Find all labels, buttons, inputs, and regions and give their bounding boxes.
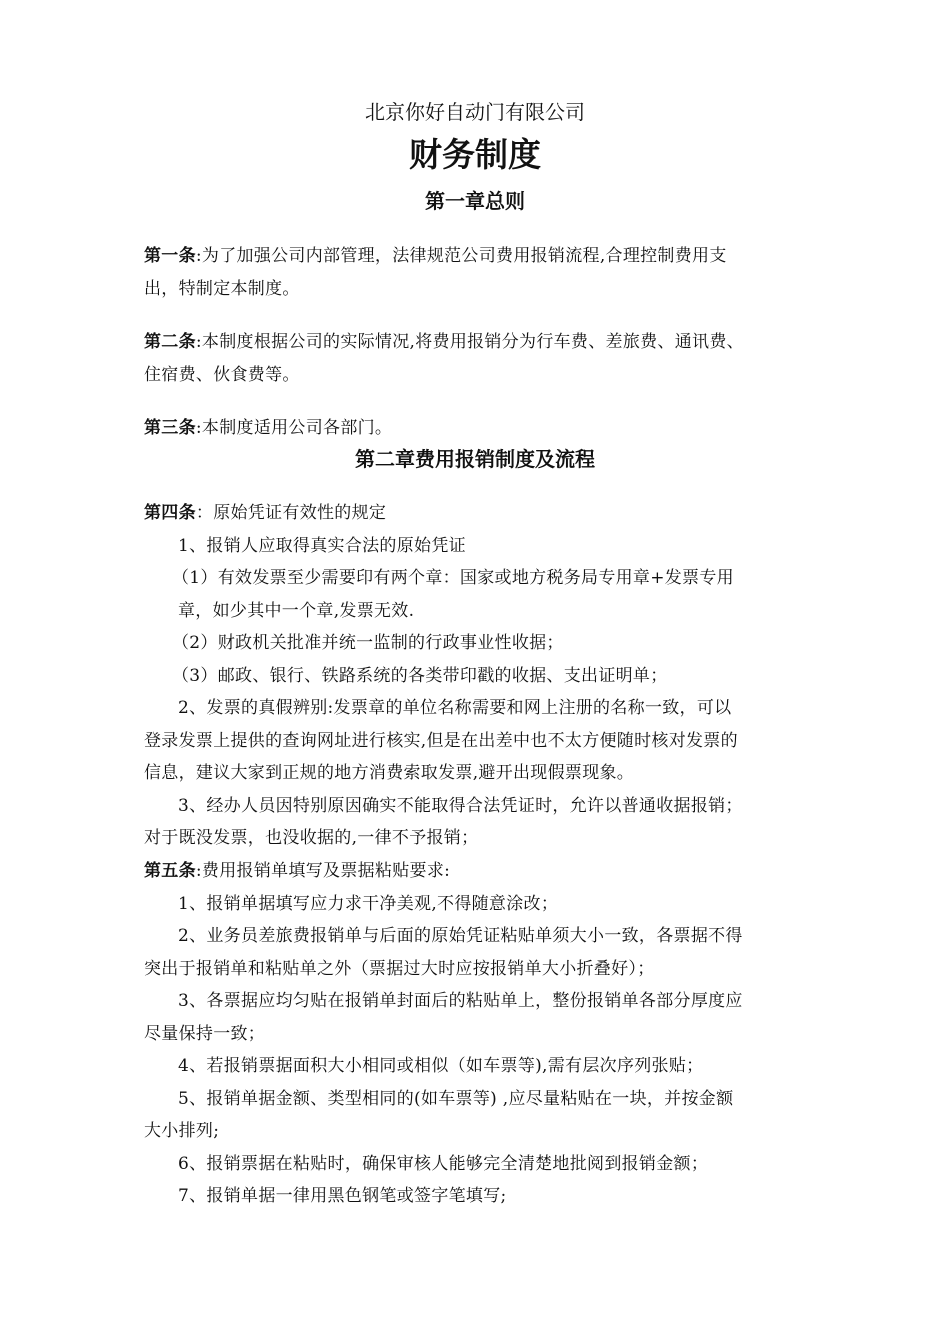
article-4-label: 第四条 <box>144 503 196 523</box>
article-2 <box>144 326 824 391</box>
article-5-item-2-line-1: 2、业务员差旅费报销单与后面的原始凭证粘贴单须大小一致，各票据不得 <box>178 926 743 946</box>
article-4-sub-2: （2）财政机关批准并统一监制的行政事业性收据； <box>172 633 564 653</box>
article-4-sub-3: （3）邮政、银行、铁路系统的各类带印戳的收据、支出证明单； <box>172 665 668 686</box>
article-3 <box>144 412 824 445</box>
article-2-label: 第二条 <box>144 332 196 352</box>
article-3-label: 第三条 <box>144 418 196 438</box>
article-4-item-2-line-3: 信息，建议大家到正规的地方消费索取发票,避开出现假票现象。 <box>144 763 635 783</box>
article-5-item-1: 1、报销单据填写应力求干净美观,不得随意涂改； <box>178 893 559 914</box>
article-4-item-2-line-1: 2、发票的真假辨别:发票章的单位名称需要和网上注册的名称一致，可以 <box>178 698 732 718</box>
article-1-label: 第一条 <box>144 246 196 266</box>
article-1-line-1: 第一条:为了加强公司内部管理，法律规范公司费用报销流程,合理控制费用支 <box>144 246 727 266</box>
article-5-item-6: 6、报销票据在粘贴时，确保审核人能够完全清楚地批阅到报销金额； <box>178 1153 709 1174</box>
article-5-label: 第五条 <box>144 861 196 881</box>
article-2-line-1: 第二条:本制度根据公司的实际情况,将费用报销分为行车费、差旅费、通讯费、 <box>144 332 744 352</box>
article-2-line-2: 住宿费、伙食费等。 <box>144 364 300 385</box>
article-5-item-5-line-2: 大小排列; <box>144 1121 220 1141</box>
article-5-item-5-line-1: 5、报销单据金额、类型相同的(如车票等) ,应尽量粘贴在一块，并按金额 <box>178 1088 734 1109</box>
article-4-sub-1-line-1: （1）有效发票至少需要印有两个章：国家或地方税务局专用章+发票专用 <box>172 568 734 588</box>
article-4-item-3-line-2: 对于既没发票，也没收据的,一律不予报销； <box>144 828 479 848</box>
article-5 <box>144 855 824 1213</box>
article-5-item-7: 7、报销单据一律用黑色钢笔或签字笔填写; <box>178 1186 507 1206</box>
article-3-line-1: 第三条:本制度适用公司各部门。 <box>144 418 393 438</box>
article-5-item-3-line-2: 尽量保持一致； <box>144 1023 266 1044</box>
article-1-line-2: 出，特制定本制度。 <box>144 278 300 299</box>
article-5-item-2-line-2: 突出于报销单和粘贴单之外（票据过大时应按报销单大小折叠好）； <box>144 958 655 979</box>
article-4-heading: 第四条：原始凭证有效性的规定 <box>144 503 387 523</box>
article-4-sub-1-line-2: 章，如少其中一个章,发票无效. <box>178 600 415 621</box>
article-5-item-3-line-1: 3、各票据应均匀贴在报销单封面后的粘贴单上，整份报销单各部分厚度应 <box>178 991 743 1011</box>
article-4-item-1: 1、报销人应取得真实合法的原始凭证 <box>178 535 466 556</box>
article-5-item-4: 4、若报销票据面积大小相同或相似（如车票等),需有层次序列张贴； <box>178 1056 704 1076</box>
article-1 <box>144 240 824 305</box>
article-4-item-3-line-1: 3、经办人员因特别原因确实不能取得合法凭证时，允许以普通收据报销； <box>178 795 743 816</box>
document-title: 财务制度 <box>409 135 541 174</box>
company-name: 北京你好自动门有限公司 <box>365 100 585 124</box>
article-4-item-2-line-2: 登录发票上提供的查询网址进行核实,但是在出差中也不太方便随时核对发票的 <box>144 730 738 751</box>
article-4 <box>144 497 824 855</box>
article-5-heading: 第五条:费用报销单填写及票据粘贴要求: <box>144 861 451 881</box>
chapter-2-title: 第二章费用报销制度及流程 <box>355 447 595 471</box>
chapter-1-title: 第一章总则 <box>425 189 525 213</box>
